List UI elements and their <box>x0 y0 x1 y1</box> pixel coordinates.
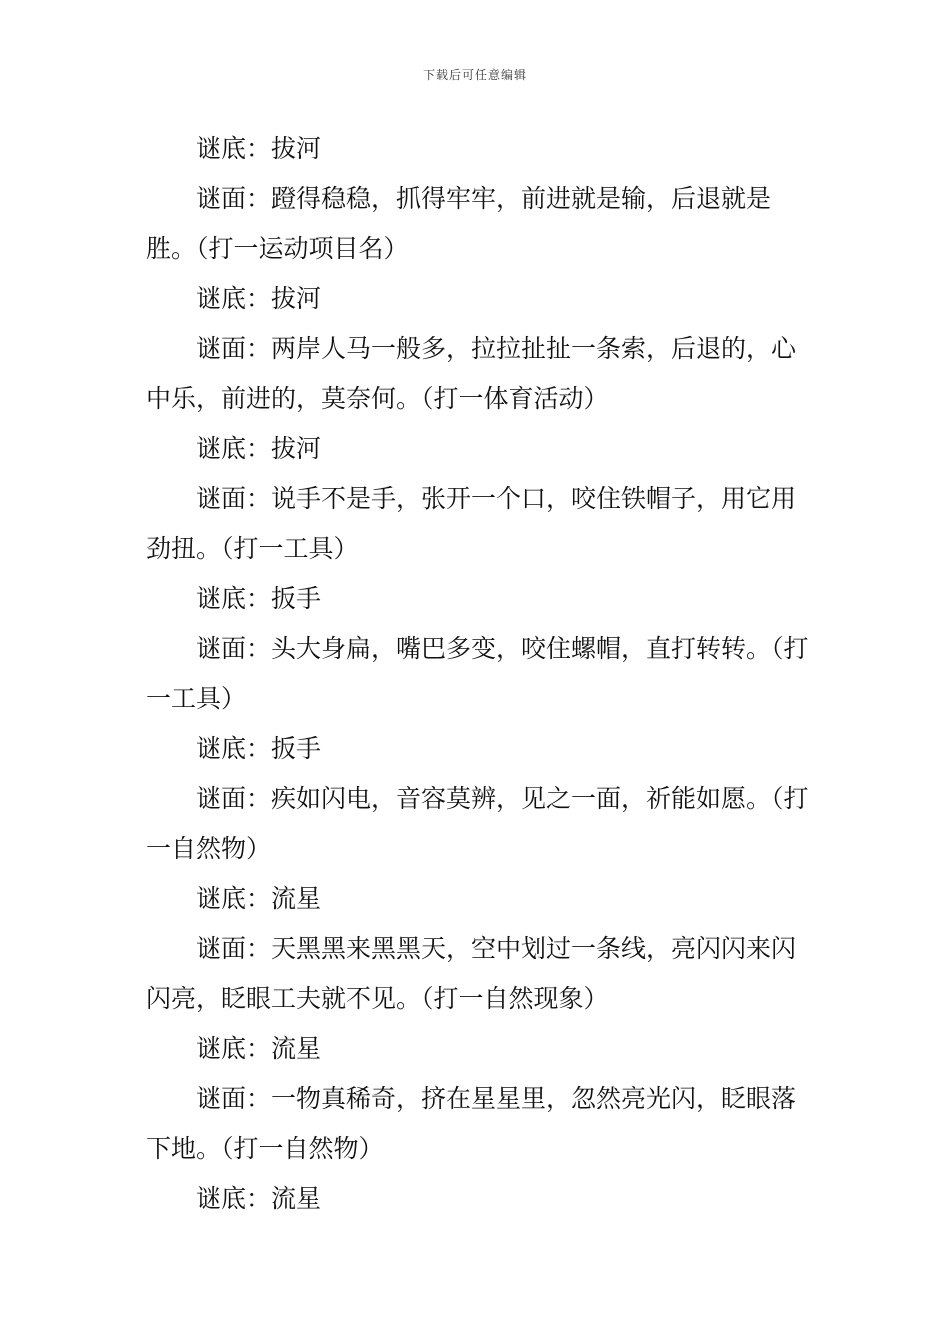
page-header: 下载后可任意编辑 <box>422 68 527 82</box>
riddle-answer: 谜底：流星 <box>196 1034 322 1063</box>
riddle-question: 谜面：头大身扁，嘴巴多变，咬住螺帽，直打转转。（打一工具） <box>146 634 809 713</box>
riddle-question: 谜面：两岸人马一般多，拉拉扯扯一条索，后退的，心中乐，前进的，莫奈何。（打一体育活动） <box>146 334 797 413</box>
riddle-list <box>146 124 810 1224</box>
riddle-question: 谜面：天黑黑来黑黑天，空中划过一条线，亮闪闪来闪闪亮，眨眼工夫就不见。（打一自然现象） <box>146 934 797 1013</box>
riddle-answer: 谜底：扳手 <box>196 734 322 763</box>
riddle-answer: 谜底：扳手 <box>196 584 322 613</box>
riddle-answer: 谜底：拔河 <box>196 284 322 313</box>
riddle-answer: 谜底：流星 <box>196 1184 322 1213</box>
riddle-question: 谜面：疾如闪电，音容莫辨，见之一面，祈能如愿。（打一自然物） <box>146 784 809 863</box>
riddle-answer: 谜底：拔河 <box>196 434 322 463</box>
riddle-answer: 谜底：流星 <box>196 884 322 913</box>
riddle-answer: 谜底：拔河 <box>196 134 322 163</box>
riddle-question: 谜面：说手不是手，张开一个口，咬住铁帽子，用它用劲扭。（打一工具） <box>146 484 797 563</box>
riddle-question: 谜面：一物真稀奇，挤在星星里，忽然亮光闪，眨眼落下地。（打一自然物） <box>146 1084 797 1163</box>
riddle-question: 谜面：蹬得稳稳，抓得牢牢，前进就是输，后退就是胜。（打一运动项目名） <box>146 184 772 263</box>
